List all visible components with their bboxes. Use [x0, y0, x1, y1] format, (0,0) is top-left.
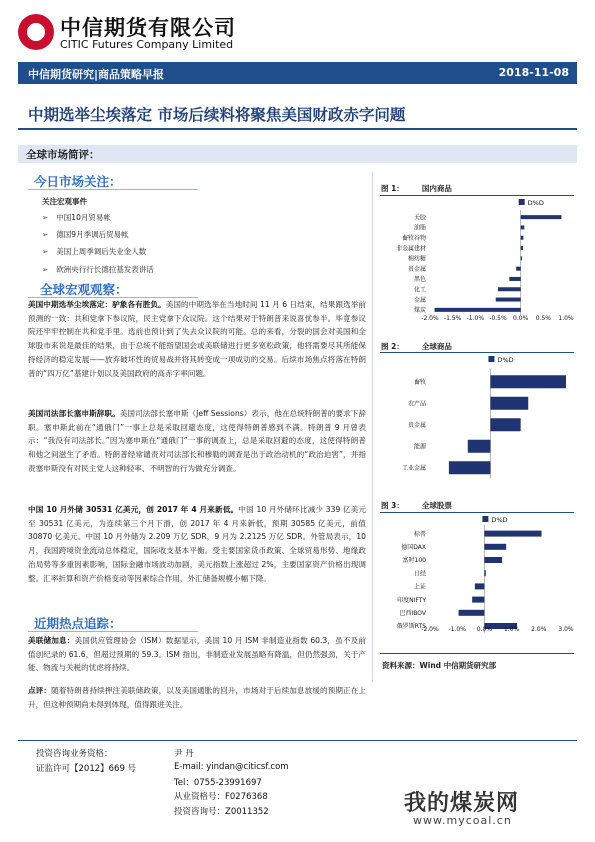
headline-divider [18, 128, 577, 130]
bar [498, 287, 521, 291]
category-label: 贵金属 [407, 265, 426, 273]
macro-paragraph-reserves: 中国 10 月外储 30531 亿美元，创 2017 年 4 月来新低。中国 10 月外储环比减少 339 亿美元至 30531 亿美元，为连续第三个月下滑，创 2017 年 4 月来新低，预期 30585 亿美元，前值 30870 亿美元。中国 10 月外储为 2.209 万亿 SDR，9 月为 2.2125 万亿 SDR。外管局表示，10 月，我国跨境资金流动总体稳定，国际收支基本平衡。受主要国家货币政策、全球贸易形势、地缘政治局势等多重因素影响，国际金融市场波动加剧，美元指数上涨超过 2%，主要国家资产价格出现调整。汇率折算和资产价格变动等因素综合作用，外汇储备规模小幅下降。 [28, 505, 367, 583]
category-label: 畜牧谷物 [401, 234, 426, 242]
chart-global-commodities [378, 353, 578, 488]
legend-swatch [519, 199, 525, 205]
bar [509, 277, 520, 281]
focus-item: ➢ 美国上周季调后失业金人数 [42, 247, 147, 256]
license-number: 证监许可【2012】669 号 [36, 764, 137, 774]
figure-2-label: 图 2： 全球商品 [381, 342, 452, 351]
tick-label: 1.0% [558, 315, 574, 322]
recent-hot-title: 近期热点追踪： [34, 616, 122, 631]
figure-3-label: 图 3： 全球股票 [381, 501, 452, 510]
bar [496, 298, 521, 302]
chart-domestic-commodities [378, 196, 578, 326]
bar [490, 375, 566, 388]
bar [516, 267, 521, 271]
column-divider [372, 172, 373, 682]
category-label: 印度NIFTY [397, 596, 426, 604]
focus-item: ➢ 德国9月季调后贸易帐 [42, 230, 129, 239]
category-label: 标普 [413, 530, 426, 538]
bar [484, 544, 506, 550]
recent-hot-underline [28, 631, 198, 632]
analyst-tel: Tel：0755-23991697 [174, 778, 262, 788]
category-label: 巴西IBOV [399, 610, 426, 617]
bar [468, 440, 491, 453]
bar [490, 397, 528, 410]
tick-label: 0.0% [513, 315, 529, 322]
source-rule [380, 653, 574, 654]
figure-1-label: 图 1： 国内商品 [381, 184, 452, 193]
category-label: 畜牧 [413, 378, 426, 386]
report-date: 2018-11-08 [498, 66, 569, 79]
tick-label: -1.5% [443, 315, 462, 322]
watermark-text: 我的煤炭网 [404, 791, 520, 816]
tick-label: -2.0% [421, 315, 439, 322]
macro-paragraph-sessions: 美国司法部长塞申斯辞职。美国司法部长塞申斯（Jeff Sessions）表示，他在总统特朗普的要求下辞职。塞申斯此前在“通俄门”一事上总是采取回避态度，这使得特朗普感到不满。特朗普 9 月曾表示：“我没有司法部长。”因为塞申斯在“通俄门”一事的调查上，总是采取回避的态度，这使得特朗普和他之间滋生了矛盾。特朗普经常谴责对司法部长和穆勒的调查是出于政治动机的“政治迫害”，并指责塞申斯没有对民主党人这种轻率、不明智的行为做充分调查。 [28, 409, 367, 473]
tick-label: 0.0% [476, 626, 493, 633]
tick-label: -2.0% [421, 626, 439, 633]
report-bar [18, 62, 577, 84]
legend-label: D%D [491, 516, 508, 524]
bar [449, 461, 491, 474]
category-label: 金属 [413, 296, 426, 304]
bar [484, 557, 502, 563]
category-label: 煤炭 [413, 307, 426, 315]
bar [435, 308, 521, 312]
cert-practice: 从业资格号：F0276368 [174, 792, 268, 802]
category-label: 农产品 [407, 400, 426, 408]
category-label: 化工 [413, 286, 426, 294]
report-series: 中信期货研究|商品策略早报 [28, 68, 165, 81]
bar [521, 246, 523, 250]
company-logo-icon [18, 14, 54, 50]
company-name-en: CITIC Futures Company Limited [60, 38, 234, 51]
legend-swatch [488, 356, 494, 362]
macro-paragraph-election: 美国中期选举尘埃落定：驴象各有胜负。美国的中期选举在当地时间 11 月 6 日结束，结果跟选举前预测的一致：共和党拿下参议院，民主党拿下众议院。这个结果对于特朗普来说喜忧参半。毕竟参议院还牢牢控制在共和党手里。选前也预计到了失去众议院的可能。总的来看，分裂的国会对美国和全球股市来说是最佳的结果，由于总统不能指望国会或美联储进行更多宽松政策，他将需要尽其所能保持经济的稳定发展——放弃破坏性的贸易战并将其转变成一项成功的交易。后续市场焦点将落在特朗普的“四万亿”基建计划以及美国政府的高赤字率问题。 [28, 300, 366, 378]
focus-item: ➢ 中国10月贸易帐 [42, 213, 111, 222]
category-label: 俄罗斯RTS [396, 623, 426, 631]
category-label: 上证 [413, 583, 426, 591]
category-label: 非金属建材 [395, 245, 426, 253]
legend-label: D%D [497, 356, 514, 364]
report-headline: 中期选举尘埃落定 市场后续料将聚焦美国财政赤字问题 [28, 106, 406, 124]
bar [459, 610, 485, 616]
category-label: 工业金属 [401, 464, 426, 472]
tick-label: -0.5% [489, 315, 507, 322]
tick-label: -1.0% [448, 626, 466, 633]
footer-rule [18, 740, 577, 741]
bar [475, 583, 485, 589]
bar [472, 597, 484, 603]
category-label: 贵金属 [407, 421, 426, 429]
bar [484, 531, 541, 537]
today-focus-title: 今日市场关注： [34, 174, 122, 189]
analyst-email[interactable]: E-mail: yindan@citicsf.com [174, 762, 289, 772]
focus-item: ➢ 欧洲央行行长德拉基发表讲话 [42, 265, 154, 274]
category-label: 德国DAX [401, 544, 426, 551]
watermark-url: www.mycoal.cn [413, 814, 512, 827]
global-macro-title: 全球宏观观察： [40, 282, 128, 297]
section-bar: 全球市场简评： [18, 145, 577, 163]
bar [521, 225, 525, 229]
category-label: 黑色 [413, 276, 426, 284]
bar [521, 256, 522, 260]
hot-paragraph-comment: 点评：随着特朗普持续押注美联储政策，以及美国通胀的回升，市场对于后续加息放缓的预期正在上升，但这种预期尚未得到体现，值得跟进关注。 [28, 686, 367, 709]
tick-label: -1.0% [466, 315, 485, 322]
tick-label: 2.0% [531, 626, 547, 633]
category-label: 棉纺糖 [407, 255, 426, 263]
source-note: 资料来源：Wind 中信期货研究部 [382, 661, 497, 670]
category-label: 天胶 [413, 214, 426, 222]
tick-label: 0.5% [535, 315, 551, 322]
category-label: 油脂 [413, 224, 426, 232]
category-label: 能源 [413, 443, 426, 451]
consultant-label: 投资咨询业务资格： [36, 749, 113, 759]
today-focus-subtitle: 关注宏观事件 [42, 197, 87, 206]
legend-label: D%D [527, 199, 544, 207]
tick-label: 1.0% [503, 626, 520, 633]
chart-global-equities [378, 513, 578, 645]
category-label: 日经 [413, 570, 426, 578]
company-name-cn: 中信期货有限公司 [60, 16, 236, 40]
today-focus-underline [28, 189, 198, 190]
tick-label: 3.0% [558, 626, 574, 633]
legend-swatch [482, 516, 488, 522]
bar [484, 570, 485, 576]
hot-paragraph-fed: 美联储加息：美国供应管理协会（ISM）数据显示，美国 10 月 ISM 非制造业指数 60.3，虽不及前值创纪录的 61.6，但超过预期的 59.3。ISM 指出，非制造业发展虽略有降温，但仍然强劲，关于产能、物流与关税的忧虑将持续。 [28, 636, 366, 673]
category-label: 富时100 [402, 557, 426, 565]
bar [490, 418, 520, 431]
analyst-name: 尹 丹 [174, 749, 194, 759]
bar [521, 215, 562, 219]
bar [521, 236, 524, 240]
cert-advisory: 投资咨询号：Z0011352 [174, 807, 269, 817]
